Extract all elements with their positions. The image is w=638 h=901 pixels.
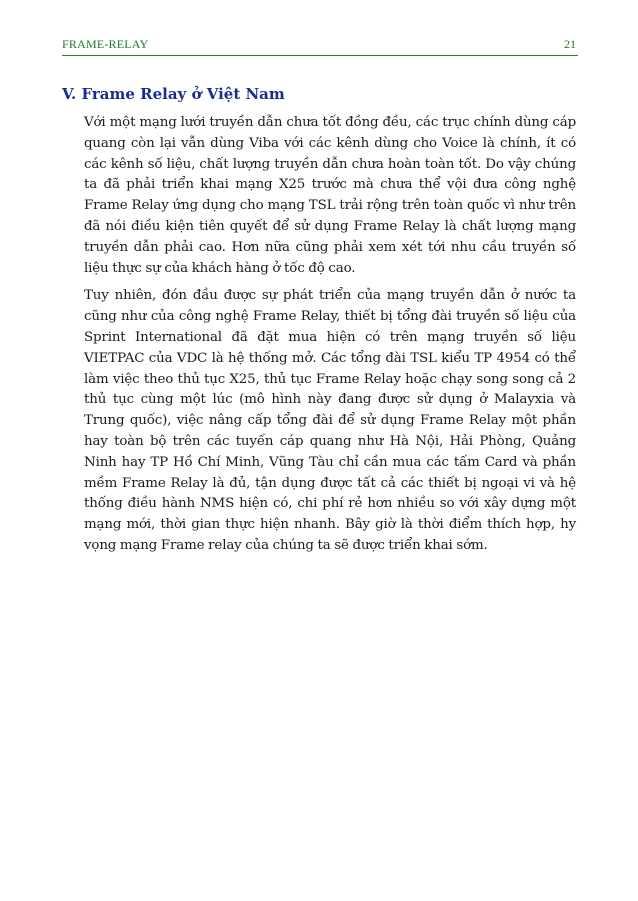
body-text [84, 113, 576, 564]
page-number: 21 [564, 37, 576, 51]
section-heading: V. Frame Relay ở Việt Nam [62, 85, 285, 103]
paragraph: Với một mạng lưới truyền dẫn chưa tốt đồng đều, các trục chính dùng cáp quang còn lại vẫn dùng Viba với các kênh dùng cho Voice là chính, ít có các kênh số liệu, chất lượng truyền dẫn chưa hoàn toàn tốt. Do vậy chúng ta đã phải triển khai mạng X25 trước mà chưa thể vội đưa công nghệ Frame Relay ứng dụng cho mạng TSL trải rộng trên toàn quốc vì như trên đã nói điều kiện tiên quyết để sử dụng Frame Relay là chất lượng mạng truyền dẫn phải cao. Hơn nữa cũng phải xem xét tới nhu cầu truyền số liệu thực sự của khách hàng ở tốc độ cao. [84, 115, 576, 276]
paragraph: Tuy nhiên, đón đầu được sự phát triển của mạng truyền dẫn ở nước ta cũng như của công nghệ Frame Relay, thiết bị tổng đài truyền số liệu của Sprint International đã đặt mua hiện có trên mạng truyền số liệu VIETPAC của VDC là hệ thống mở. Các tổng đài TSL kiểu TP 4954 có thể làm việc theo thủ tục X25, thủ tục Frame Relay hoặc chạy song song cả 2 thủ tục cùng một lúc (mô hình này đang được sử dụng ở Malayxia và Trung quốc), việc nâng cấp tổng đài để sử dụng Frame Relay một phần hay toàn bộ trên các tuyến cáp quang như Hà Nội, Hải Phòng, Quảng Ninh hay TP Hồ Chí Minh, Vũng Tàu chỉ cần mua các tấm Card và phần mềm Frame Relay là đủ, tận dụng được tất cả các thiết bị ngoại vi và hệ thống điều hành NMS hiện có, chi phí rẻ hơn nhiều so với xây dựng một mạng mới, thời gian thực hiện nhanh. Bây giờ là thời điểm thích hợp, hy vọng mạng Frame relay của chúng ta sẽ được triển khai sớm. [84, 288, 576, 553]
page-header [62, 37, 578, 56]
running-title: FRAME-RELAY [62, 37, 149, 51]
